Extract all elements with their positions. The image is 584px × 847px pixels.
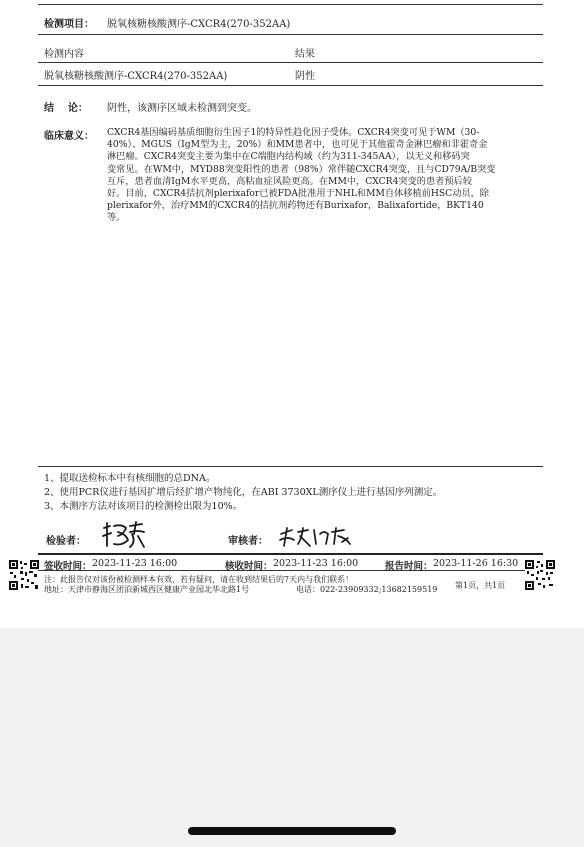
table-header-content: 检测内容 [44,49,84,60]
times-top-divider [38,553,543,555]
page-number: 第1页，共1页 [455,581,506,590]
table-row-result: 阴性 [295,71,315,82]
footer-note: 注：此报告仅对该份被检测样本有效，若有疑问，请在收到结果后的7天内与我们联系！ [44,575,354,584]
clinical-line: CXCR4基因编码基质细胞衍生因子1的特异性趋化因子受体。CXCR4突变可见于WM（30- [107,127,480,138]
qr-code-left-icon [9,560,39,590]
footer-phone: 电话：022-23909332;13682159519 [296,585,438,594]
note-item: 1、提取送检标本中有核细胞的总DNA。 [44,473,216,484]
receive-time-value: 2023-11-23 16:00 [273,558,359,569]
top-divider [38,4,543,5]
clinical-line: 等。 [107,212,126,224]
clinical-line: plerixafor外，治疗MM的CXCR4的拮抗剂药物还有Burixafor，Balixafortide，BKT140 [107,200,484,212]
note-item: 2、使用PCR仪进行基因扩增后经扩增产物纯化，在ABI 3730XL测序仪上进行基因序列测定。 [44,487,443,498]
report-time-value: 2023-11-26 16:30 [433,558,519,569]
conclusion-label: 结 论： [44,103,88,114]
notes-divider [38,466,543,467]
qr-code-right-icon [525,560,555,590]
clinical-line: 40%）、MGUS（IgM型为主，20%）和MM患者中，也可见于其他霍奇金淋巴瘤和非霍奇金 [107,139,488,151]
sign-time-label: 签收时间： [44,561,92,572]
times-bottom-divider [38,570,543,571]
reviewer-signature [278,524,358,554]
clinical-line: 好。目前，CXCR4拮抗剂plerixafor已被FDA批准用于NHL和MM自体移植前HSC动员，除 [107,188,489,200]
inspector-label: 检验者： [46,536,86,547]
sign-time-value: 2023-11-23 16:00 [92,558,178,569]
home-indicator[interactable] [188,827,396,835]
table-header-result: 结果 [295,49,315,60]
receive-time-label: 核收时间： [225,561,273,572]
report-time-label: 报告时间： [385,561,433,572]
clinical-significance-label: 临床意义： [44,131,94,142]
inspector-signature [100,520,146,554]
test-item-value: 脱氧核糖核酸测序-CXCR4(270-352AA) [107,19,291,30]
clinical-significance-text [107,127,527,225]
method-notes [44,472,442,514]
reviewer-label: 审核者： [228,536,268,547]
table-header-divider [38,62,543,63]
note-item: 3、本测序方法对该项目的检测检出限为10%。 [44,501,243,512]
clinical-line: 互斥，患者血清IgM水平更高，高粘血症风险更高。在MM中，CXCR4突变的患者预后较 [107,175,472,187]
conclusion-text: 阴性，该测序区域未检测到突变。 [107,103,257,114]
footer-address: 地址：天津市静海区团泊新城西区健康产业园北华北路1号 [44,585,250,594]
table-row-content: 脱氧核糖核酸测序-CXCR4(270-352AA) [44,71,228,82]
clinical-line: 淋巴瘤。CXCR4突变主要为集中在C端胞内结构域（约为311-345AA），以无义和移码突 [107,151,470,163]
table-row-divider [38,85,543,86]
clinical-line: 变常见。在WM中，MYD88突变阳性的患者（98%）常伴随CXCR4突变，且与CD79A/B突变 [107,163,496,175]
test-item-label: 检测项目： [44,19,94,30]
test-item-divider [38,34,543,35]
